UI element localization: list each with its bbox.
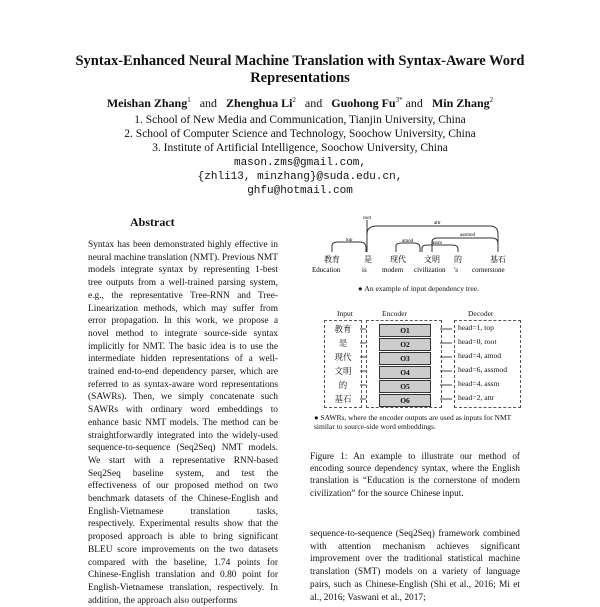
author-sup: 2 (489, 96, 494, 104)
note-text: SAWRs, where the encoder outputs are used as inputs for NMT similar to source-side word embeddings. (314, 413, 512, 431)
input-word: 基石 (334, 394, 352, 404)
abstract-heading: Abstract (130, 215, 175, 229)
decoder-box (454, 320, 521, 408)
encoder-output: O5 (379, 380, 431, 393)
dep-label: amod (402, 239, 414, 244)
email: {zhli13, minzhang}@suda.edu.cn, (197, 171, 403, 183)
chinese-word: 教育 (324, 255, 340, 264)
output-arrows (440, 320, 454, 406)
figure-caption: Figure 1: An example to illustrate our method of encoding source dependency syntax, where the English translation is “Education is the cornerstone of modern civilization” for the source Chinese input. (310, 451, 520, 498)
english-word: is (362, 266, 367, 274)
encoder-output: O3 (379, 352, 431, 365)
dependency-tree-figure (312, 212, 512, 280)
author-name: Guohong Fu (331, 96, 396, 110)
author-sup: 1 (187, 96, 191, 104)
dep-label: top (346, 238, 353, 243)
english-word: 's (454, 266, 458, 274)
encoder-output: O2 (379, 338, 431, 351)
assm-arc (422, 245, 458, 252)
decoder-label: Decoder (468, 309, 494, 318)
paper-title: Syntax-Enhanced Neural Machine Translation with Syntax-Aware Word Representations (75, 53, 525, 86)
encoder-label: Encoder (382, 309, 407, 318)
abstract-text: Syntax has been demonstrated highly effective in neural machine translation (NMT). Previous NMT models integrate syntax by representing 1-best tree outputs from a well-trained parsing system, e.g., the representative Tree-RNN and Tree-Linearization methods, which may suffer from error propagation. In this work, we propose a novel method to integrate source-side syntax implicitly for NMT. The basic idea is to use the intermediate hidden representations of a well-trained end-to-end dependency parser, which are referred to as syntax-aware word representations (SAWRs). Then, we simply concatenate such SAWRs with ordinary word embeddings to enhance basic NMT models. The method can be straightforwardly integrated into the widely-used sequence-to-sequence (Seq2Seq) NMT models. We start with a representative RNN-based Seq2Seq baseline system, and test the effectiveness of our proposed method on two benchmark datasets of the Chinese-English and English-Vietnamese translation tasks, respectively. Experimental results show that the proposed approach is able to bring significant BLEU score improvements on the two datasets compared with the baseline, 1.74 points for Chinese-English translation and 0.80 point for English-Vietnamese translation, respectively. In addition, the approach also outperforms (88, 240, 278, 606)
body-text-col2: sequence-to-sequence (Seq2Seq) framework combined with attention mechanism achieves significant improvement over the traditional statistical machine translation (SMT) models on a variety of language pairs, such as Chinese-English (Shi et al., 2016; Mi et al., 2016; Vaswani et al., 2017; (310, 529, 520, 603)
input-label: Input (337, 309, 353, 318)
author-name: Meishan Zhang (106, 96, 188, 110)
encoder-output: O4 (379, 366, 431, 379)
chinese-word: 的 (454, 255, 462, 264)
head-label: head=0, root (458, 337, 497, 346)
dep-label: assmod (460, 233, 475, 238)
english-word: modern (382, 266, 404, 274)
input-box (324, 320, 362, 408)
encoder-output: O1 (379, 324, 431, 337)
input-word: 的 (338, 380, 348, 390)
and-word: and (199, 96, 218, 110)
head-label: head=4, amod (458, 351, 502, 360)
input-word: 教育 (334, 324, 352, 334)
english-word: Education (312, 266, 341, 274)
email: ghfu@hotmail.com (247, 185, 353, 197)
head-label: head=6, assmod (458, 365, 507, 374)
input-word: 文明 (334, 366, 352, 376)
head-label: head=4, assm (458, 379, 500, 388)
author-sup: 2 (292, 96, 296, 104)
affiliation: 1. School of New Media and Communication, Tianjin University, China (134, 114, 466, 126)
amod-arc (396, 243, 420, 252)
chinese-word: 现代 (390, 255, 406, 264)
figure-note-top: ● An example of input dependency tree. (358, 284, 479, 293)
head-label: head=2, attr (458, 393, 495, 402)
note-text: An example of input dependency tree. (364, 284, 479, 293)
chinese-word: 基石 (490, 255, 506, 264)
author-line (60, 96, 540, 111)
and-word: and (405, 96, 423, 110)
encoder-output: O6 (379, 394, 431, 407)
affiliation: 2. School of Computer Science and Technology, Soochow University, China (124, 128, 476, 140)
chinese-word: 是 (364, 255, 372, 264)
encoder-box (366, 320, 442, 408)
author-name: Min Zhang (431, 96, 490, 110)
dep-label: root (363, 216, 372, 221)
english-word: cornerstone (472, 266, 505, 274)
input-word: 现代 (334, 352, 352, 362)
dep-label: attr (434, 221, 441, 226)
chinese-word: 文明 (424, 255, 440, 264)
input-arrows (360, 320, 370, 406)
and-word: and (304, 96, 323, 110)
input-word: 是 (338, 338, 348, 348)
english-word: civilization (414, 266, 446, 274)
dep-label: assm (432, 241, 442, 246)
figure-note-bottom: ● SAWRs, where the encoder outputs are used as inputs for NMT similar to source-side word embeddings. (314, 413, 512, 431)
affiliation: 3. Institute of Artificial Intelligence, Soochow University, China (152, 142, 448, 154)
top-arc (332, 242, 366, 252)
head-label: head=1, top (458, 323, 494, 332)
author-name: Zhenghua Li (226, 96, 293, 110)
email: mason.zms@gmail.com, (233, 157, 367, 169)
author-sup: 3* (395, 96, 403, 104)
